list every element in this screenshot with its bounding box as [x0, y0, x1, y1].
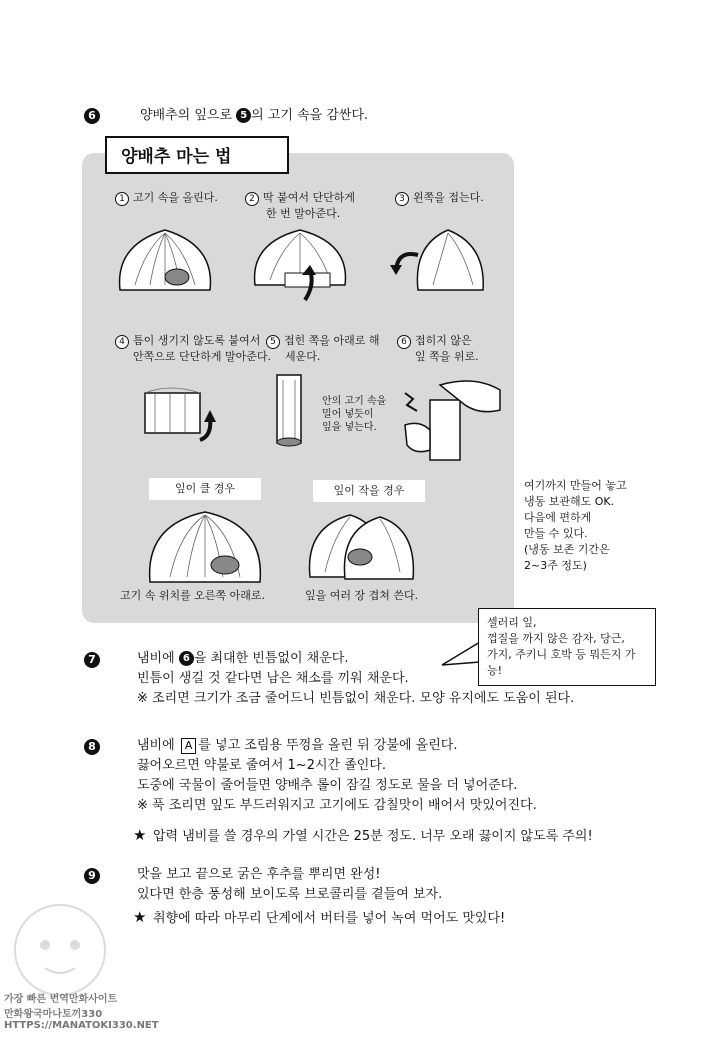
roll-step-2 [245, 190, 355, 206]
watermark-line-3: HTTPS://MANATOKI330.NET [4, 1020, 159, 1031]
star-icon: ★ [133, 826, 147, 844]
side-note-1: 여기까지 만들어 놓고 [524, 479, 627, 492]
step-7-line-1-b: 을 최대한 빈틈없이 채운다. [193, 651, 349, 666]
large-leaf-illustration [145, 507, 265, 589]
step-8-line-3: 도중에 국물이 줄어들면 양배추 롤이 잠길 정도로 물을 더 넣어준다. [137, 778, 518, 793]
side-note-3: 다음에 편하게 [524, 511, 592, 524]
step-7-ref: 6 [179, 651, 194, 666]
roll-step-1-num: 1 [115, 192, 129, 206]
side-note-5: (냉동 보존 기간은 [524, 543, 610, 556]
rolled-tight-illustration [140, 378, 230, 448]
watermark-line-2: 만화왕국마나토끼330 [4, 1009, 103, 1020]
step-9-tip: 취향에 따라 마무리 단계에서 버터를 넣어 녹여 먹어도 맛있다! [153, 911, 506, 926]
step-8-line-4: ※ 푹 조리면 잎도 부드러워지고 고기에도 감칠맛이 배어서 맛있어진다. [137, 798, 537, 813]
roll-step-5 [266, 333, 380, 349]
step-8-box-a: A [181, 738, 197, 754]
roll-step-4-text-1: 틈이 생기지 않도록 붙여서 [133, 334, 261, 347]
roll-step-4 [115, 333, 260, 349]
side-note-6: 2~3주 정도) [524, 559, 587, 572]
step-8-line-1-b: 를 넣고 조림용 뚜껑을 올린 뒤 강불에 올린다. [198, 738, 458, 753]
star-icon: ★ [133, 908, 147, 926]
roll-step-2-text-1: 딱 붙여서 단단하게 [263, 191, 356, 204]
step-8-line-2: 끓어오르면 약불로 줄여서 1~2시간 졸인다. [137, 758, 387, 773]
ingredient-bubble [478, 608, 656, 686]
roll-step-1 [115, 190, 218, 206]
large-leaf-tag: 잎이 클 경우 [149, 478, 261, 500]
step-6-number: 6 [84, 108, 100, 124]
step-6-text [140, 107, 368, 125]
small-leaf-tag: 잎이 작을 경우 [313, 480, 425, 502]
watermark-line-1: 가장 빠른 번역만화사이트 [4, 994, 118, 1005]
step-7-line-1 [137, 650, 348, 668]
roll-step-3-text: 왼쪽을 접는다. [413, 191, 484, 204]
fold-left-illustration [388, 225, 488, 300]
step-9-line-1: 맛을 보고 끝으로 굵은 후추를 뿌리면 완성! [137, 867, 381, 882]
bubble-line-3: 가지, 주키니 호박 등 뭐든지 가능! [487, 648, 636, 677]
roll-step-4-text-2: 안쪽으로 단단하게 말아준다. [133, 350, 272, 363]
step-8-line-1-a: 냄비에 [137, 738, 179, 753]
cabbage-leaf-with-filling-illustration [115, 225, 215, 300]
step-8-tip: 압력 냄비를 쓸 경우의 가열 시간은 25분 정도. 너무 오래 끓이지 않도록 주의! [153, 829, 593, 844]
roll-step-6-num: 6 [397, 335, 411, 349]
roll-step-6-text-1: 접히지 않은 [415, 334, 472, 347]
large-leaf-caption: 고기 속 위치를 오른쪽 아래로. [120, 589, 265, 602]
small-leaves-illustration [305, 507, 420, 589]
roll-step-3 [395, 190, 484, 206]
step-7-number: 7 [84, 652, 100, 668]
side-note-4: 만들 수 있다. [524, 527, 588, 540]
roll-step-6-text-2: 잎 쪽을 위로. [415, 350, 479, 363]
roll-step-3-num: 3 [395, 192, 409, 206]
hand-folding-illustration [395, 375, 505, 465]
step-6-text-a: 양배추의 잎으로 [140, 108, 237, 123]
panel-title: 양배추 마는 법 [105, 136, 289, 174]
step-7-line-3: ※ 조리면 크기가 조금 줄어드니 빈틈없이 채운다. 모양 유지에도 도움이 된다. [137, 691, 575, 706]
roll-step-6 [397, 333, 472, 349]
small-leaf-caption: 잎을 여러 장 겹쳐 쓴다. [305, 589, 419, 602]
roll-step-5-text-2: 세운다. [285, 350, 321, 363]
inner-note-1: 안의 고기 속을 [322, 396, 387, 407]
step-8-number: 8 [84, 739, 100, 755]
bubble-tail [440, 640, 482, 670]
step-7-line-1-a: 냄비에 [137, 651, 179, 666]
step-7-line-2: 빈틈이 생길 것 같다면 남은 채소를 끼워 채운다. [137, 671, 409, 686]
roll-step-2-text-2: 한 번 말아준다. [266, 207, 341, 220]
step-9-line-2: 있다면 한층 풍성해 보이도록 브로콜리를 곁들여 보자. [137, 887, 443, 902]
inner-note-3: 잎을 넣는다. [322, 422, 377, 433]
bubble-line-1: 셀러리 잎, [487, 616, 537, 629]
step-6-ref: 5 [236, 108, 251, 123]
roll-step-1-text: 고기 속을 올린다. [133, 191, 218, 204]
roll-step-2-num: 2 [245, 192, 259, 206]
stand-roll-illustration [265, 370, 315, 450]
roll-step-5-text-1: 접힌 쪽을 아래로 해 [284, 334, 380, 347]
step-6-text-b: 의 고기 속을 감싼다. [251, 108, 369, 123]
bubble-line-2: 껍질을 까지 않은 감자, 당근, [487, 632, 625, 645]
rolling-once-illustration [250, 225, 350, 305]
roll-step-5-num: 5 [266, 335, 280, 349]
step-8-line-1 [137, 737, 457, 755]
side-note-2: 냉동 보관해도 OK. [524, 495, 615, 508]
inner-note-2: 밀어 넣듯이 [322, 409, 374, 420]
step-9-number: 9 [84, 868, 100, 884]
roll-step-4-num: 4 [115, 335, 129, 349]
